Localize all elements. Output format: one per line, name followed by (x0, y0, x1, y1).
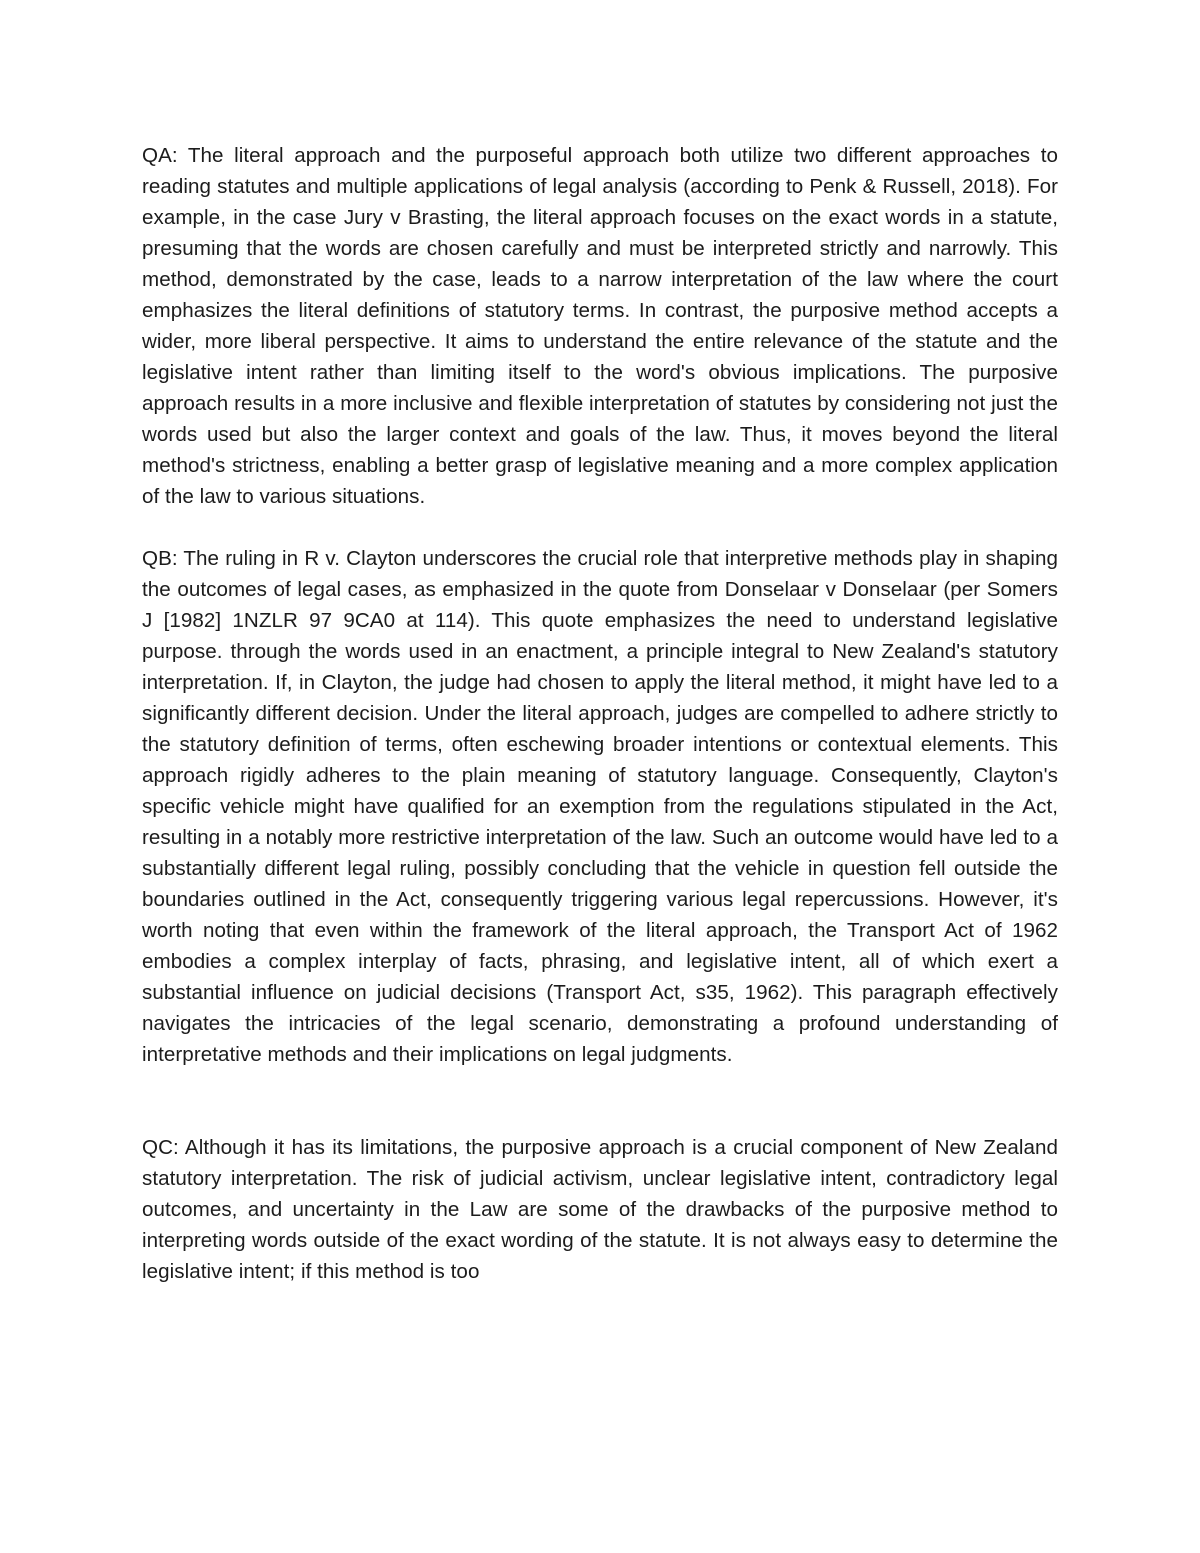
paragraph-qc: QC: Although it has its limitations, the purposive approach is a crucial component of New Zealand statutory interpretation. The risk of judicial activism, unclear legislative intent, contradictory legal outcomes, and uncertainty in the Law are some of the drawbacks of the purposive method to interpreting words outside of the exact wording of the statute. It is not always easy to determine the legislative intent; if this method is too (142, 1136, 1058, 1283)
paragraph-qb: QB: The ruling in R v. Clayton underscores the crucial role that interpretive methods play in shaping the outcomes of legal cases, as emphasized in the quote from Donselaar v Donselaar (per Somers J [1982] 1NZLR 97 9CA0 at 114). This quote emphasizes the need to understand legislative purpose. through the words used in an enactment, a principle integral to New Zealand's statutory interpretation. If, in Clayton, the judge had chosen to apply the literal method, it might have led to a significantly different decision. Under the literal approach, judges are compelled to adhere strictly to the statutory definition of terms, often eschewing broader intentions or contextual elements. This approach rigidly adheres to the plain meaning of statutory language. Consequently, Clayton's specific vehicle might have qualified for an exemption from the regulations stipulated in the Act, resulting in a notably more restrictive interpretation of the law. Such an outcome would have led to a substantially different legal ruling, possibly concluding that the vehicle in question fell outside the boundaries outlined in the Act, consequently triggering various legal repercussions. However, it's worth noting that even within the framework of the literal approach, the Transport Act of 1962 embodies a complex interplay of facts, phrasing, and legislative intent, all of which exert a substantial influence on judicial decisions (Transport Act, s35, 1962). This paragraph effectively navigates the intricacies of the legal scenario, demonstrating a profound understanding of interpretative methods and their implications on legal judgments. (142, 547, 1058, 1066)
paragraph-qa: QA: The literal approach and the purposeful approach both utilize two different approaches to reading statutes and multiple applications of legal analysis (according to Penk & Russell, 2018). For example, in the case Jury v Brasting, the literal approach focuses on the exact words in a statute, presuming that the words are chosen carefully and must be interpreted strictly and narrowly. This method, demonstrated by the case, leads to a narrow interpretation of the law where the court emphasizes the literal definitions of statutory terms. In contrast, the purposive method accepts a wider, more liberal perspective. It aims to understand the entire relevance of the statute and the legislative intent rather than limiting itself to the word's obvious implications. The purposive approach results in a more inclusive and flexible interpretation of statutes by considering not just the words used but also the larger context and goals of the law. Thus, it moves beyond the literal method's strictness, enabling a better grasp of legislative meaning and a more complex application of the law to various situations. (142, 144, 1058, 508)
document-body (142, 140, 1058, 1287)
